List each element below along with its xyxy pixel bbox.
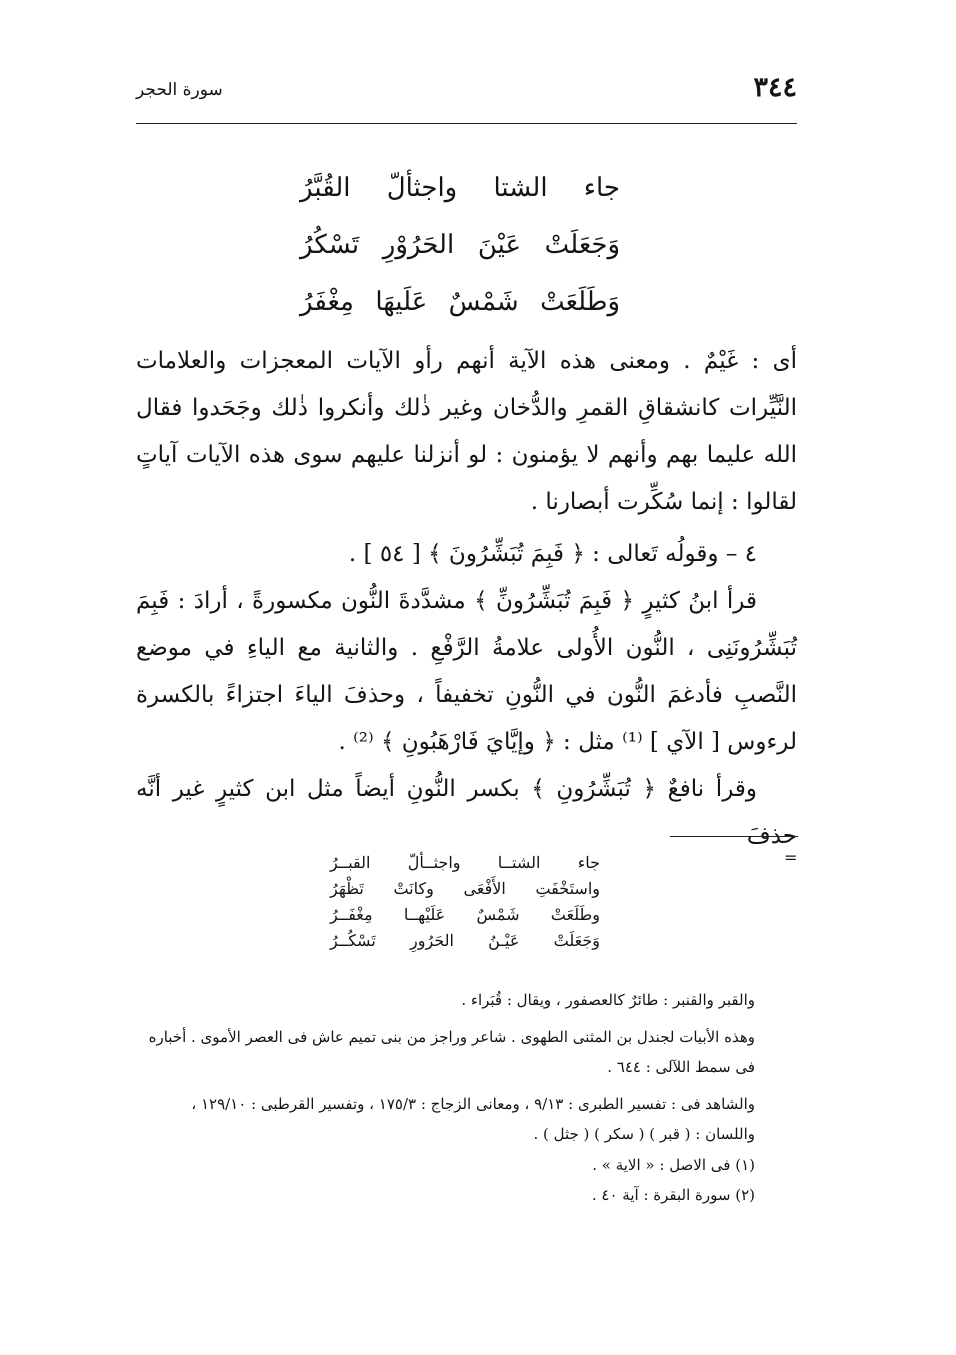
footnote-verse-line: وَجَعَلَتْ عَيْـنُ الحَرُورِ تَسْكُــرُ [330, 931, 600, 950]
paragraph-text: أى : غَيْمٌ . ومعنى هذه الآية أنهم رأو الآيات المعجزات والعلامات النَّيِّرات كانشقاقِ القمرِ والدُّخان وغير ذٰلك وأنكروا ذٰلك وجَحَدوا فقال الله عليما بهم وأنهم لا يؤمنون : لو أنزلنا عليهم سوى هذه الآيات آياتٍ لقالوا : إنما سُكِّرت أبصارنا . [136, 348, 797, 515]
footnote-text: وهذه الأبيات لجندل بن المثنى الطهوى . شاعر وراجز من بنى تميم عاش فى العصر الأموى . أخباره فى سمط اللآلى : ٦٤٤ . [148, 1028, 755, 1076]
paragraph-text: وقرأ نافعٌ ﴿ تُبَشِّرُونِ ﴾ بكسر النُّونِ أيضاً مثل ابن كثيرٍ غير أنَّه حذفَ [136, 776, 797, 849]
verse-line: وَجَعَلَتْ عَيْنَ الحَرُوْرِ تَسْكُرُ [300, 230, 620, 260]
verse-heading [136, 531, 797, 578]
reading-paragraph [136, 578, 797, 766]
numbered-footnotes [140, 1150, 755, 1210]
footnote-divider [670, 836, 798, 837]
footnote-verse-line: واستَخْفَتِ الأَفْعَى وكانَتْ تَظْهَرُ [330, 879, 600, 898]
footnote-poet [140, 1022, 755, 1082]
verse-line: جاء الشتا واجثألّ القُبَّرُ [300, 173, 620, 203]
page-header [136, 70, 797, 110]
footnote-shahid [140, 1089, 755, 1149]
footnote-verse-line: جاء الشتــا واجثــألّ القبــرُ [330, 853, 600, 872]
footnote-verses [330, 850, 600, 954]
footnote-1: (١) فى الاصل : « الاية » . [592, 1156, 755, 1174]
footnote-text: والقبر والقنبر : طائرٌ كالعصفور ، ويقال : قُبَراء . [461, 991, 755, 1009]
heading-text: ٤ – وقولُه تَعالى : ﴿ فَبِمَ تُبَشِّرُونَ ﴾ [ ٥٤ ] . [348, 541, 757, 567]
running-title: سورة الحجر [136, 80, 223, 100]
footnote-verse-line: وطَلَعَتْ شَمْسٌ عَلَيْهــا مِغْفَــرُ [330, 905, 600, 924]
footnote-qubbar [140, 985, 755, 1015]
header-divider [136, 123, 797, 124]
commentary-paragraph [136, 338, 797, 526]
footnote-text: والشاهد فى : تفسير الطبرى : ٩/١٣ ، ومعانى الزجاج : ١٧٥/٣ ، وتفسير القرطبى : ١٢٩/١٠ ، واللسان : ( قبر ) ( سكر ) ( جثل ) . [191, 1095, 755, 1143]
poetry-verses [300, 160, 620, 331]
nafi-paragraph [136, 766, 797, 860]
verse-line: وَطَلَعَتْ شَمْسٌ عَلَيهَا مِغْفَرُ [300, 287, 620, 317]
paragraph-text: قرأ ابنُ كثيرٍ ﴿ فَبِمَ تُبَشِّرُونِّ ﴾ مشدَّدةَ النُّون مكسورةً ، أرادَ : فَبِمَ تُبَشِّرُونَنِى ، النُّون الأُولى علامةُ الرَّفْعِ . والثانية مع الياءِ في موضع النَّصبِ فأدغمَ النُّون في النُّونِ تخفيفاً ، وحذفَ الياءَ اجتزاءً بالكسرة لرءوس [ الآي ] ⁽¹⁾ مثل : ﴿ وإيَّايَ فَارْهَبُونِ ﴾ ⁽²⁾ . [136, 588, 797, 755]
footnote-continuation-mark: = [784, 848, 798, 867]
page-number: ٣٤٤ [753, 72, 797, 103]
footnote-2: (٢) سورة البقرة : آية ٤٠ . [591, 1186, 755, 1204]
